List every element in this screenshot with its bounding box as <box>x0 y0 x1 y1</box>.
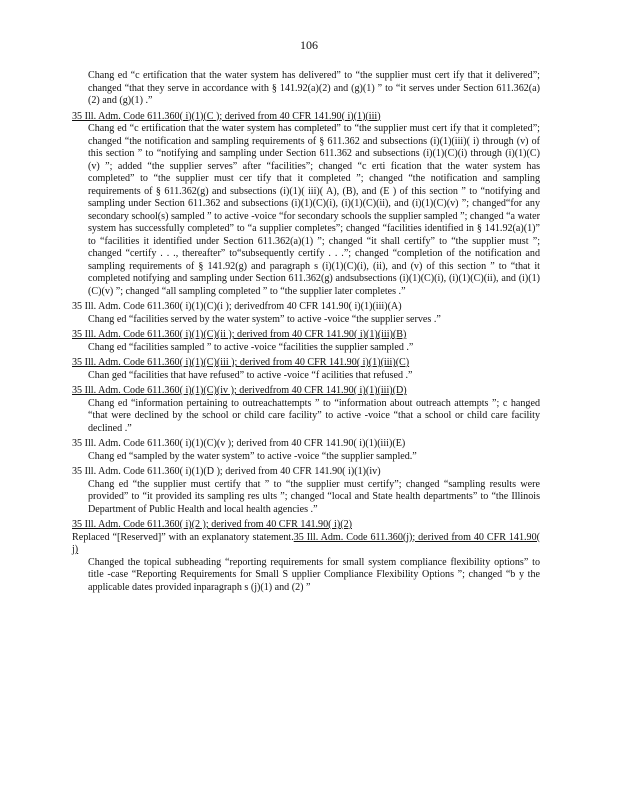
replaced-statement <box>72 532 540 557</box>
entry-list <box>72 111 540 517</box>
entry-citation: 35 Ill. Adm. Code 611.360( i)(1)(D ); derived from 40 CFR 141.90( i)(1)(iv) <box>72 466 381 477</box>
entry-body: Changed the topical subheading “reporting requirements for small system compliance flexibility options” to title -case “Reporting Requirements for Small S upplier Compliance Flexibility Options ”; changed “b y the applicable dates provided inparagraph s (j)(1) and (2) ” <box>88 556 540 593</box>
entry-body: Chang ed “sampled by the water system” to active -voice “the supplier sampled.” <box>88 450 417 462</box>
entry-body: Chang ed “c ertification that the water system has completed” to “the supplier must cert ify that it completed”; changed “the notification and sampling requirements of § 611.362 and subsections (i)(1)(iii)( i) through (v) of this section ” to “notifying and sampling under Section 611.362 and subsections (i)(1)(C)(i) through (i)(1)(C)(v) ”; added “the supplier serves” after “facilities”; changed “c erti fication that the water system has completed” to “the supplier must cer tify that it completed ”; changed “the notification and sampling requirements of § 611.362(g) and subsections (i)(1)( iii)( A), (B), and (E ) of this section ” to “notifying and sampling under Section 611.362 and subsections (i)(1)(C)(i), (i)(1)(C)(ii), and (i)(1)(C)(v) ”; changed“for any secondary school(s) sampled ” to active -voice “for secondary schools the supplier sampled ”; changed “a water system has successfully completed” to “a supplier completes”; changed “facilities identified in § 141.92(a)(1)” to “facilities it identified under Section 611.362(a)(1) ”; changed “it shall certify” to “the supplier must ”; changed “certify . . ., thereafter” to“subsequently certify . . .”; changed “completion of the notification and sampling requirements of § 141.92(g) and paragraph s (i)(1)(C)(i), (ii), and (v) of this section ” to “that it completed notifying and sampling under Section 611.362(g) andsubsections (i)(1)(C)(i), (i)(1)(C)(ii), and (i)(1)(C)(v) ”; changed “all sampling completed ” to “the supplier later completes .” <box>88 123 540 297</box>
page-number: 106 <box>300 38 318 52</box>
entry <box>72 329 540 354</box>
entry-citation: 35 Ill. Adm. Code 611.360( i)(1)(C)(iv ); derivedfrom 40 CFR 141.90( i)(1)(iii)(D) <box>72 385 407 396</box>
entry <box>72 357 540 382</box>
entry <box>72 466 540 516</box>
entry-body: Chang ed “facilities sampled ” to active -voice “facilities the supplier sampled .” <box>88 341 414 353</box>
intro-paragraph <box>72 70 540 108</box>
replaced-citation: 35 Ill. Adm. Code 611.360(j); derived from 40 CFR 141.90( j) <box>72 531 540 555</box>
entry <box>72 438 540 463</box>
entry-citation: 35 Ill. Adm. Code 611.360( i)(1)(C)(ii ); derived from 40 CFR 141.90( i)(1)(iii)(B) <box>72 329 407 340</box>
entry-citation: 35 Ill. Adm. Code 611.360( i)(1)(C)(i ); derivedfrom 40 CFR 141.90( i)(1)(iii)(A) <box>72 301 402 312</box>
entry-citation: 35 Ill. Adm. Code 611.360( i)(2 ); derived from 40 CFR 141.90( i)(2) <box>72 519 352 530</box>
entry-body: Chang ed “the supplier must certify that ” to “the supplier must certify”; changed “sampling results were provided” to “it provided its sampling res ults ”; changed “local and State health departments” to “the Illinois Department of Public Health and local health agencies .” <box>88 478 540 515</box>
entry-citation: 35 Ill. Adm. Code 611.360( i)(1)(C)(iii ); derived from 40 CFR 141.90( i)(1)(iii)(C) <box>72 357 410 368</box>
entry-body: Chang ed “c ertification that the water system has delivered” to “the supplier must cert ify that it delivered”; changed “that they serve in accordance with § 141.92(a)(2) and (g)(1) ” to “it serves under Section 611.362(a)(2) and (g)(1) .” <box>88 70 540 106</box>
entry <box>72 111 540 299</box>
entry <box>72 301 540 326</box>
replaced-lead: Replaced “[Reserved]” with an explanatory statement. <box>72 531 294 543</box>
entry-body: Chang ed “information pertaining to outreachattempts ” to “information about outreach attempts ”; c hanged “that were declined by the school or child care facility” to active -voice “that a school or child care facility declined .” <box>88 397 540 434</box>
page-content <box>72 70 540 597</box>
entry-citation: 35 Ill. Adm. Code 611.360( i)(1)(C)(v ); derived from 40 CFR 141.90( i)(1)(iii)(E) <box>72 438 406 449</box>
entry <box>72 385 540 435</box>
entry-citation: 35 Ill. Adm. Code 611.360( i)(1)(C ); derived from 40 CFR 141.90( i)(1)(iii) <box>72 110 381 122</box>
entry-body: Chang ed “facilities served by the water system” to active -voice “the supplier serves .” <box>88 313 441 325</box>
entry-i2 <box>72 519 540 594</box>
entry-body: Chan ged “facilities that have refused” to active -voice “f acilities that refused .” <box>88 369 413 381</box>
